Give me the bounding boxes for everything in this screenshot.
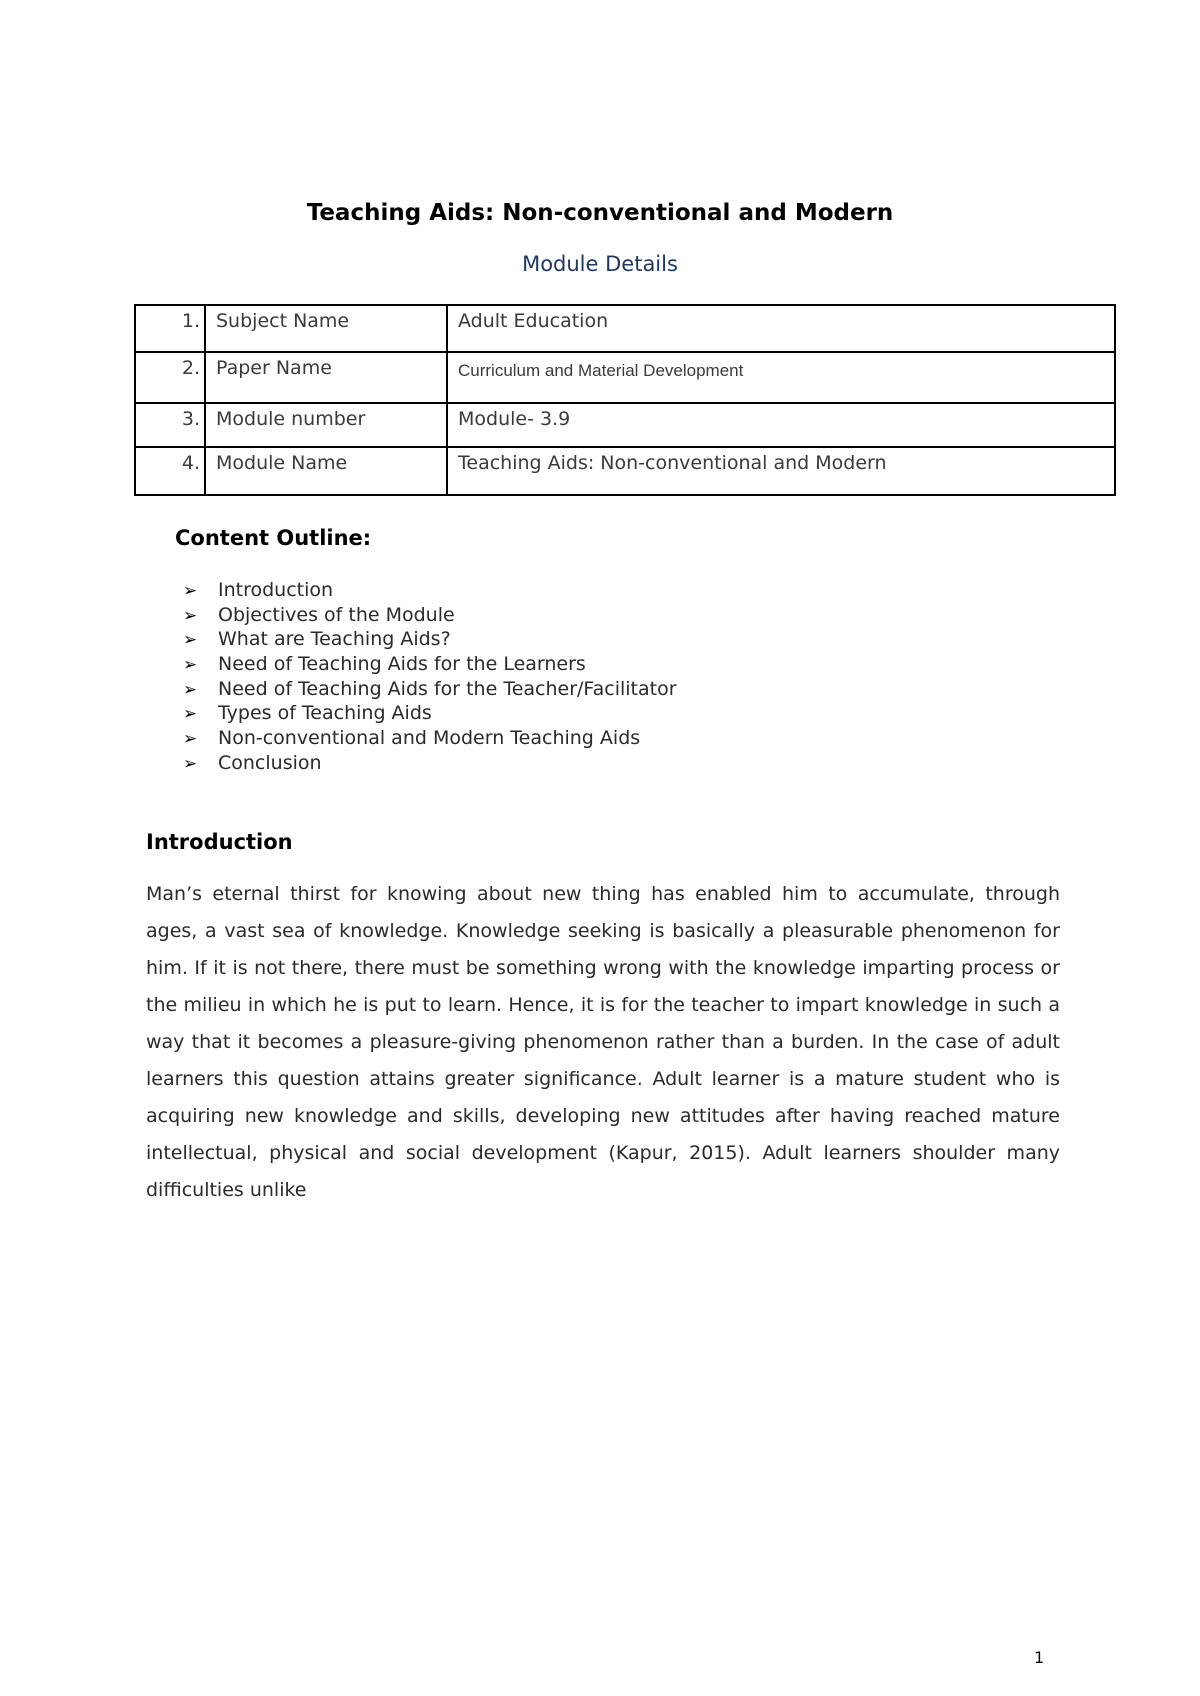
arrow-bullet-icon: ➢ — [183, 630, 198, 651]
page-number: 1 — [1034, 1648, 1045, 1667]
arrow-bullet-icon: ➢ — [183, 655, 198, 676]
list-item — [183, 677, 677, 702]
arrow-bullet-icon: ➢ — [183, 605, 198, 626]
list-item — [183, 701, 677, 726]
arrow-bullet-icon: ➢ — [183, 581, 198, 601]
list-item-label: Introduction — [218, 579, 334, 601]
arrow-bullet-icon: ➢ — [183, 753, 198, 774]
list-item — [183, 603, 677, 628]
content-outline-list — [183, 578, 677, 776]
row-value: Teaching Aids: Non-conventional and Modern — [447, 447, 1115, 495]
row-value: Adult Education — [447, 305, 1115, 352]
module-details-heading: Module Details — [522, 252, 678, 276]
list-item-label: What are Teaching Aids? — [218, 628, 451, 651]
module-details-table — [134, 304, 1116, 496]
row-label: Module number — [205, 403, 447, 447]
row-number: 1. — [135, 305, 205, 352]
table-row — [135, 447, 1115, 495]
row-value: Curriculum and Material Development — [447, 352, 1115, 403]
row-label: Subject Name — [205, 305, 447, 352]
arrow-bullet-icon: ➢ — [183, 704, 198, 725]
table-row — [135, 305, 1115, 352]
list-item-label: Objectives of the Module — [218, 603, 455, 626]
row-label: Module Name — [205, 447, 447, 495]
row-label: Paper Name — [205, 352, 447, 403]
list-item — [183, 726, 677, 751]
row-number: 3. — [135, 403, 205, 447]
table-row — [135, 403, 1115, 447]
row-number: 4. — [135, 447, 205, 495]
arrow-bullet-icon: ➢ — [183, 729, 198, 750]
list-item — [183, 627, 677, 652]
list-item-label: Conclusion — [218, 751, 322, 774]
list-item-label: Need of Teaching Aids for the Learners — [218, 653, 586, 676]
arrow-bullet-icon: ➢ — [183, 679, 198, 700]
introduction-paragraph: Man’s eternal thirst for knowing about new thing has enabled him to accumulate, through ages, a vast sea of knowledge. Knowledge seeking is basically a pleasurable phenomenon for him. If it is not there, there must be something wrong with the knowledge imparting process or the milieu in which he is put to learn. Hence, it is for the teacher to impart knowledge in such a way that it becomes a pleasure-giving phenomenon rather than a burden. In the case of adult learners this question attains greater significance. Adult learner is a mature student who is acquiring new knowledge and skills, developing new attitudes after having reached mature intellectual, physical and social development (Kapur, 2015). Adult learners shoulder many difficulties unlike — [146, 883, 1060, 1201]
list-item-label: Non-conventional and Modern Teaching Aids — [218, 727, 641, 750]
introduction-heading: Introduction — [146, 830, 293, 854]
document-title: Teaching Aids: Non-conventional and Modern — [306, 200, 894, 226]
content-outline-heading: Content Outline: — [175, 526, 372, 550]
list-item — [183, 751, 677, 776]
row-value: Module- 3.9 — [447, 403, 1115, 447]
list-item-label: Types of Teaching Aids — [218, 702, 432, 725]
list-item — [183, 652, 677, 677]
row-number: 2. — [135, 352, 205, 403]
list-item-label: Need of Teaching Aids for the Teacher/Facilitator — [218, 677, 677, 700]
list-item — [183, 578, 677, 603]
table-row — [135, 352, 1115, 403]
